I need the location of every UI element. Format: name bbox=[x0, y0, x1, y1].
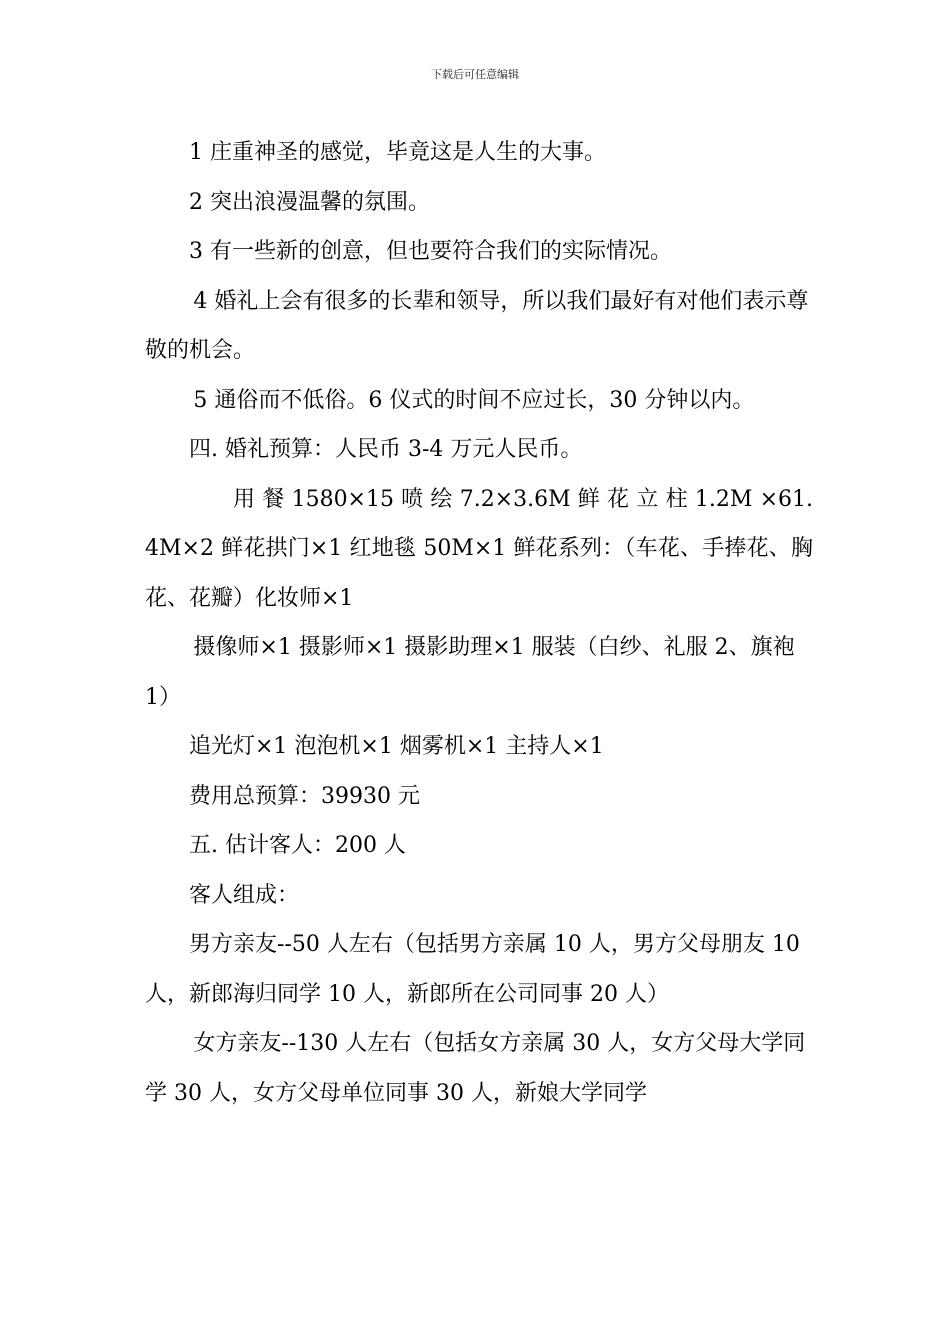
paragraph-guest-composition-label: 客人组成： bbox=[189, 882, 300, 908]
paragraph-requirement-5-6: 5 通俗而不低俗。6 仪式的时间不应过长，30 分钟以内。 bbox=[193, 387, 755, 413]
paragraph-budget-heading: 四. 婚礼预算：人民币 3-4 万元人民币。 bbox=[189, 437, 583, 462]
paragraph-guest-estimate: 五. 估计客人：200 人 bbox=[189, 833, 406, 858]
paragraph-requirement-2: 2 突出浪漫温馨的氛围。 bbox=[189, 189, 430, 215]
paragraph-requirement-3: 3 有一些新的创意，但也要符合我们的实际情况。 bbox=[189, 239, 672, 264]
paragraph-total-budget: 费用总预算：39930 元 bbox=[189, 783, 420, 809]
paragraph-budget-items: 用 餐 1580×15 喷 绘 7.2×3.6M 鲜 花 立 柱 1.2M ×61.4M×2 鲜花拱门×1 红地毯 50M×1 鲜花系列：（车花、手捧花、胸花、花瓣）化妆师×1 bbox=[145, 486, 813, 611]
paragraph-groom-guests: 男方亲友--50 人左右（包括男方亲属 10 人，男方父母朋友 10 人，新郎海归同学 10 人，新郎所在公司同事 20 人） bbox=[145, 932, 800, 1007]
paragraph-requirement-4: 4 婚礼上会有很多的长辈和领导，所以我们最好有对他们表示尊敬的机会。 bbox=[145, 288, 809, 363]
document-body bbox=[145, 128, 813, 1118]
paragraph-staff-items: 摄像师×1 摄影师×1 摄影助理×1 服装（白纱、礼服 2、旗袍 1） bbox=[145, 635, 795, 710]
paragraph-requirement-1: 1 庄重神圣的感觉，毕竟这是人生的大事。 bbox=[189, 140, 606, 165]
paragraph-equipment-items: 追光灯×1 泡泡机×1 烟雾机×1 主持人×1 bbox=[189, 734, 604, 759]
page-header-note: 下载后可任意编辑 bbox=[431, 68, 519, 81]
paragraph-bride-guests: 女方亲友--130 人左右（包括女方亲属 30 人，女方父母大学同学 30 人，女方父母单位同事 30 人，新娘大学同学 bbox=[145, 1031, 806, 1106]
